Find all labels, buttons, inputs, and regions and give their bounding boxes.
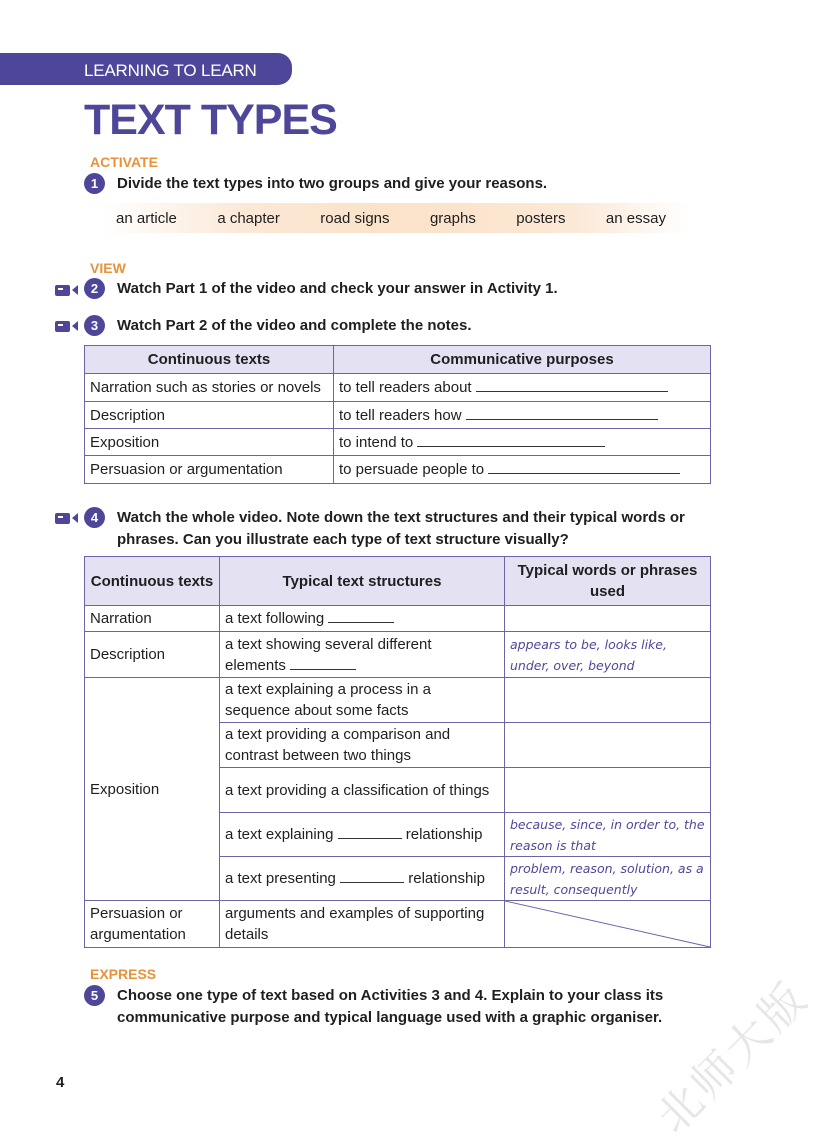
cell-text: to intend to — [339, 433, 414, 451]
activity-text: Divide the text types into two groups and give your reasons. — [117, 175, 548, 192]
notes-table — [84, 345, 711, 484]
activity-number: 4 — [84, 507, 105, 528]
cell: Exposition — [85, 429, 334, 456]
answer-blank[interactable] — [466, 408, 658, 420]
cell: a text explaining a process in a sequence about some facts — [220, 678, 505, 723]
section-express: EXPRESS — [90, 966, 157, 982]
table-row — [85, 901, 711, 948]
column-header: Continuous texts — [85, 346, 334, 374]
word-item: an article — [116, 209, 177, 227]
handwritten-answer: problem, reason, solution, as a result, consequently — [505, 857, 711, 901]
cell: Exposition — [85, 678, 220, 901]
structures-table — [84, 556, 711, 948]
cell: Narration — [85, 606, 220, 632]
word-item: graphs — [429, 209, 476, 227]
section-activate: ACTIVATE — [90, 154, 158, 170]
cell-text: a text presenting — [225, 870, 336, 887]
crossed-cell — [505, 901, 711, 948]
diagonal-line — [505, 901, 710, 947]
cell — [334, 456, 711, 484]
activity-text: Watch Part 1 of the video and check your answer in Activity 1. — [117, 280, 558, 297]
table-row — [85, 606, 711, 632]
column-header: Typical words or phrases used — [505, 557, 711, 606]
activity-text: Choose one type of text based on Activities 3 and 4. Explain to your class its communicative purpose and typical language used with a graphic organiser. — [117, 987, 664, 1026]
cell: a text providing a comparison and contrast between two things — [220, 723, 505, 768]
cell — [220, 857, 505, 901]
answer-blank[interactable] — [328, 611, 394, 623]
activity-text: Watch Part 2 of the video and complete the notes. — [117, 317, 472, 334]
cell-text: elements — [225, 656, 286, 674]
word-item: posters — [516, 209, 566, 227]
cell: arguments and examples of supporting details — [220, 901, 505, 948]
answer-cell[interactable] — [505, 678, 711, 723]
handwritten-answer: appears to be, looks like, under, over, beyond — [505, 632, 711, 678]
cell: Persuasion or argumentation — [85, 901, 220, 948]
text-types-list — [100, 203, 690, 233]
cell: Description — [85, 402, 334, 429]
cell-text: relationship — [408, 870, 485, 887]
handwritten-answer: because, since, in order to, the reason is that — [505, 813, 711, 857]
cell-text: relationship — [405, 826, 483, 843]
column-header: Typical text structures — [220, 557, 505, 606]
activity-number: 3 — [84, 315, 105, 336]
cell — [334, 374, 711, 402]
cell-text: a text showing several different — [225, 635, 432, 653]
cell-text: a text explaining — [225, 826, 334, 843]
answer-blank[interactable] — [290, 658, 356, 670]
cell — [220, 632, 505, 678]
cell: Description — [85, 632, 220, 678]
page-title: TEXT TYPES — [84, 96, 337, 144]
video-camera-icon — [55, 511, 79, 525]
cell-text: to tell readers how — [339, 406, 462, 424]
cell — [220, 813, 505, 857]
activity-number: 2 — [84, 278, 105, 299]
unit-banner: LEARNING TO LEARN — [0, 53, 292, 85]
table-row — [85, 374, 711, 402]
column-header: Communicative purposes — [334, 346, 711, 374]
table-row — [85, 429, 711, 456]
section-view: VIEW — [90, 260, 126, 276]
watermark: 北师大版 — [647, 971, 819, 1143]
column-header: Continuous texts — [85, 557, 220, 606]
answer-blank[interactable] — [476, 380, 668, 392]
answer-cell[interactable] — [505, 606, 711, 632]
activity-number: 5 — [84, 985, 105, 1006]
cell — [334, 429, 711, 456]
answer-cell[interactable] — [505, 723, 711, 768]
table-row — [85, 678, 711, 723]
answer-blank[interactable] — [340, 871, 404, 883]
answer-blank[interactable] — [488, 462, 680, 474]
video-camera-icon — [55, 283, 79, 297]
cell — [334, 402, 711, 429]
word-item: a chapter — [217, 209, 280, 227]
page-number: 4 — [56, 1074, 65, 1091]
cell-text: a text following — [225, 610, 325, 627]
cell: a text providing a classification of things — [220, 768, 505, 813]
table-row — [85, 456, 711, 484]
word-item: an essay — [605, 209, 666, 227]
cell: Persuasion or argumentation — [85, 456, 334, 484]
cell-text: to tell readers about — [339, 379, 472, 396]
activity-2 — [84, 278, 558, 300]
activity-5 — [84, 985, 684, 1029]
answer-blank[interactable] — [338, 827, 402, 839]
answer-blank[interactable] — [417, 435, 605, 447]
table-row — [85, 402, 711, 429]
activity-number: 1 — [84, 173, 105, 194]
word-item: road signs — [320, 209, 390, 227]
activity-1 — [84, 173, 547, 195]
cell-text: to persuade people to — [339, 461, 485, 478]
table-row — [85, 632, 711, 678]
activity-4 — [84, 507, 704, 551]
activity-text: Watch the whole video. Note down the text structures and their typical words or phrases. Can you illustrate each type of text structure visually? — [117, 509, 685, 548]
video-camera-icon — [55, 319, 79, 333]
activity-3 — [84, 315, 472, 337]
answer-cell[interactable] — [505, 768, 711, 813]
cell: Narration such as stories or novels — [85, 374, 334, 402]
cell — [220, 606, 505, 632]
